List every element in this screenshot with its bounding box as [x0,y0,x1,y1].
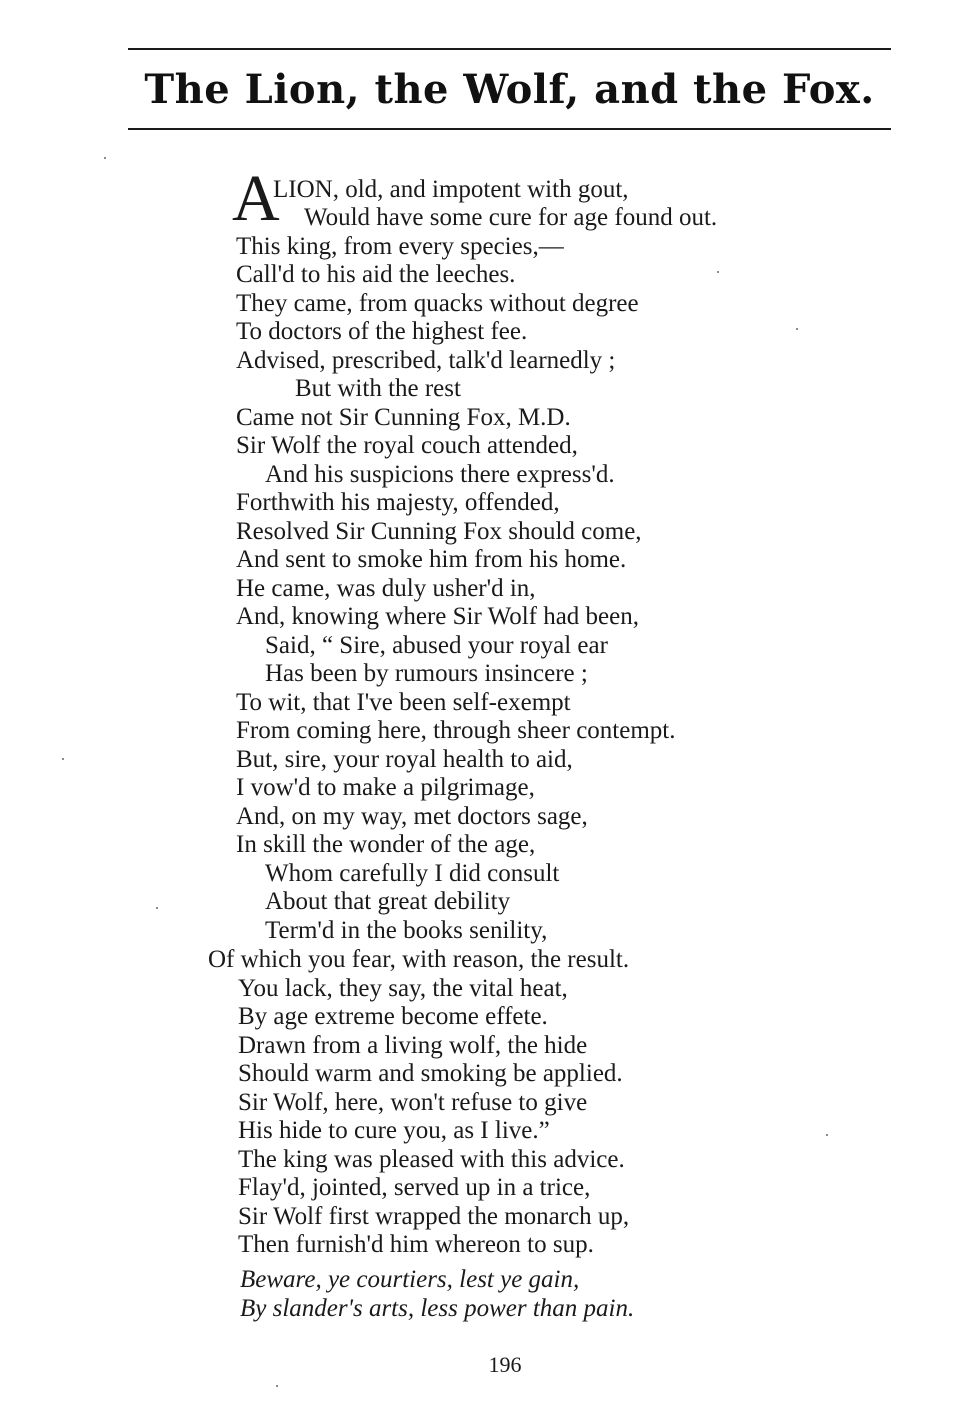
poem-title: The Lion, the Wolf, and the Fox. [144,66,875,113]
poem-line: This king, from every species,— [236,233,564,260]
poem-line: His hide to cure you, as I live.” [238,1117,550,1144]
poem-line: They came, from quacks without degree [236,290,639,317]
poem-line: And, knowing where Sir Wolf had been, [236,603,640,630]
poem-line: Drawn from a living wolf, the hide [238,1032,588,1059]
poem-line: Advised, prescribed, talk'd learnedly ; [236,347,616,374]
paper-speck [276,1385,278,1387]
moral-line: By slander's arts, less power than pain. [240,1295,635,1322]
paper-speck [796,328,798,330]
paper-speck [62,758,64,760]
poem-line: Call'd to his aid the leeches. [236,261,516,288]
poem-line: Sir Wolf the royal couch attended, [236,432,578,459]
page-number: 196 [488,1352,522,1377]
paper-speck [717,271,719,273]
poem-line: Term'd in the books senility, [265,917,548,944]
drop-cap: A [232,162,280,235]
poem-line: Resolved Sir Cunning Fox should come, [236,518,642,545]
poem-line: Has been by rumours insincere ; [265,660,588,687]
moral-line: Beware, ye courtiers, lest ye gain, [240,1266,580,1293]
paper-speck [156,907,158,909]
poem-line: To wit, that I've been self-exempt [236,689,571,716]
poem-line: But, sire, your royal health to aid, [236,746,573,773]
poem-line: Of which you fear, with reason, the result. [208,946,630,973]
poem-line: About that great debility [265,888,511,915]
poem-line: And his suspicions there express'd. [265,461,615,488]
poem-line: The king was pleased with this advice. [238,1146,625,1173]
poem-line: And sent to smoke him from his home. [236,546,627,573]
poem-line: Forthwith his majesty, offended, [236,489,560,516]
poem-line: From coming here, through sheer contempt. [236,717,676,744]
poem-line: Flay'd, jointed, served up in a trice, [238,1174,591,1201]
poem-line: But with the rest [295,375,461,402]
poem-line: Came not Sir Cunning Fox, M.D. [236,404,571,431]
poem-line: And, on my way, met doctors sage, [236,803,588,830]
poem-line: Whom carefully I did consult [265,860,560,887]
poem-line: Said, “ Sire, abused your royal ear [265,632,608,659]
poem-line: Then furnish'd him whereon to sup. [238,1231,594,1258]
poem-line: Should warm and smoking be applied. [238,1060,623,1087]
poem-line: To doctors of the highest fee. [236,318,528,345]
poem-line: You lack, they say, the vital heat, [238,975,568,1002]
poem-line: I vow'd to make a pilgrimage, [236,774,535,801]
poem-line: He came, was duly usher'd in, [236,575,536,602]
poem-line: By age extreme become effete. [238,1003,548,1030]
paper-speck [104,157,106,159]
poem-line: Would have some cure for age found out. [304,204,718,231]
poem-line: Sir Wolf first wrapped the monarch up, [238,1203,630,1230]
paper-speck [826,1134,828,1136]
poem-line: In skill the wonder of the age, [236,831,536,858]
poem-line: LION, old, and impotent with gout, [273,176,629,203]
poem-line: Sir Wolf, here, won't refuse to give [238,1089,588,1116]
